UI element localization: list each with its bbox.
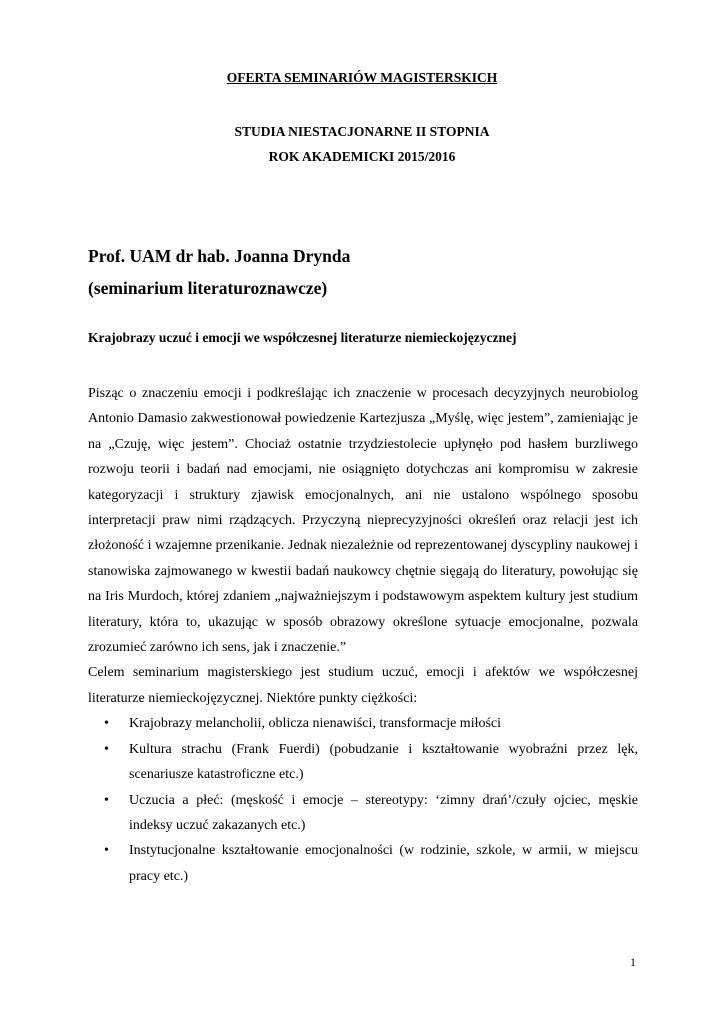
bullet-icon: • bbox=[104, 843, 109, 859]
list-item bbox=[88, 788, 638, 839]
bullet-icon: • bbox=[104, 716, 109, 732]
paragraph-intro: Pisząc o znaczeniu emocji i podkreślając ich znaczenie w procesach decyzyjnych neurobiolog Antonio Damasio zakwestionował powiedzenie Kartezjusza „Myślę, więc jestem”, zamieniając je na „Czuję, więc jestem”. Chociaż ostatnie trzydziestolecie upłynęło pod hasłem burzliwego rozwoju teorii i badań nad emocjami, nie osiągnięto dotychczas ani kompromisu w zakresie kategoryzacji i struktury zjawisk emocjonalnych, ani nie ustalono wspólnego sposobu interpretacji praw nimi rządzących. Przyczyną nieprecyzyjności określeń oraz relacji jest ich złożoność i wzajemne przenikanie. Jednak niezależnie od reprezentowanej dyscypliny naukowej i stanowiska zajmowanego w kwestii badań naukowcy chętnie sięgają do literatury, powołując się na Iris Murdoch, której zdaniem „najważniejszym i podstawowym aspektem kultury jest studium literatury, która to, ukazując w sposób obrazowy określone sytuacje emocjonalne, pozwala zrozumieć zarówno ich sens, jak i znaczenie.” bbox=[88, 386, 638, 656]
list-item-text: Kultura strachu (Frank Fuerdi) (pobudzanie i kształtowanie wyobraźni przez lęk, scenariusze katastroficzne etc.) bbox=[129, 741, 638, 783]
focus-points-list bbox=[88, 711, 638, 889]
bullet-icon: • bbox=[104, 792, 109, 808]
list-item-text: Uczucia a płeć: (męskość i emocje – stereotypy: ‘zimny drań’/czuły ojciec, męskie indeksy uczuć zakazanych etc.) bbox=[129, 792, 638, 833]
list-item bbox=[88, 737, 638, 788]
list-item bbox=[88, 838, 638, 889]
bullet-icon: • bbox=[104, 741, 109, 757]
list-item-text: Krajobrazy melancholii, oblicza nienawiści, transformacje miłości bbox=[129, 716, 502, 732]
list-item-text: Instytucjonalne kształtowanie emocjonalności (w rodzinie, szkole, w armii, w miejscu pracy etc.) bbox=[129, 843, 638, 884]
seminar-title: Krajobrazy uczuć i emocji we współczesnej literaturze niemieckojęzycznej bbox=[88, 330, 517, 345]
seminar-description bbox=[88, 381, 638, 889]
offer-title: OFERTA SEMINARIÓW MAGISTERSKICH bbox=[226, 70, 498, 85]
seminar-type: (seminarium literaturoznawcze) bbox=[88, 278, 328, 298]
academic-year-heading: ROK AKADEMICKI 2015/2016 bbox=[268, 149, 456, 164]
paragraph-goal: Celem seminarium magisterskiego jest studium uczuć, emocji i afektów we współczesnej literaturze niemieckojęzycznej. Niektóre punkty ciężkości: bbox=[88, 665, 638, 706]
page-number: 1 bbox=[630, 955, 636, 969]
list-item bbox=[88, 711, 638, 736]
author-name: Prof. UAM dr hab. Joanna Drynda bbox=[88, 246, 351, 266]
study-type-heading: STUDIA NIESTACJONARNE II STOPNIA bbox=[234, 124, 490, 139]
